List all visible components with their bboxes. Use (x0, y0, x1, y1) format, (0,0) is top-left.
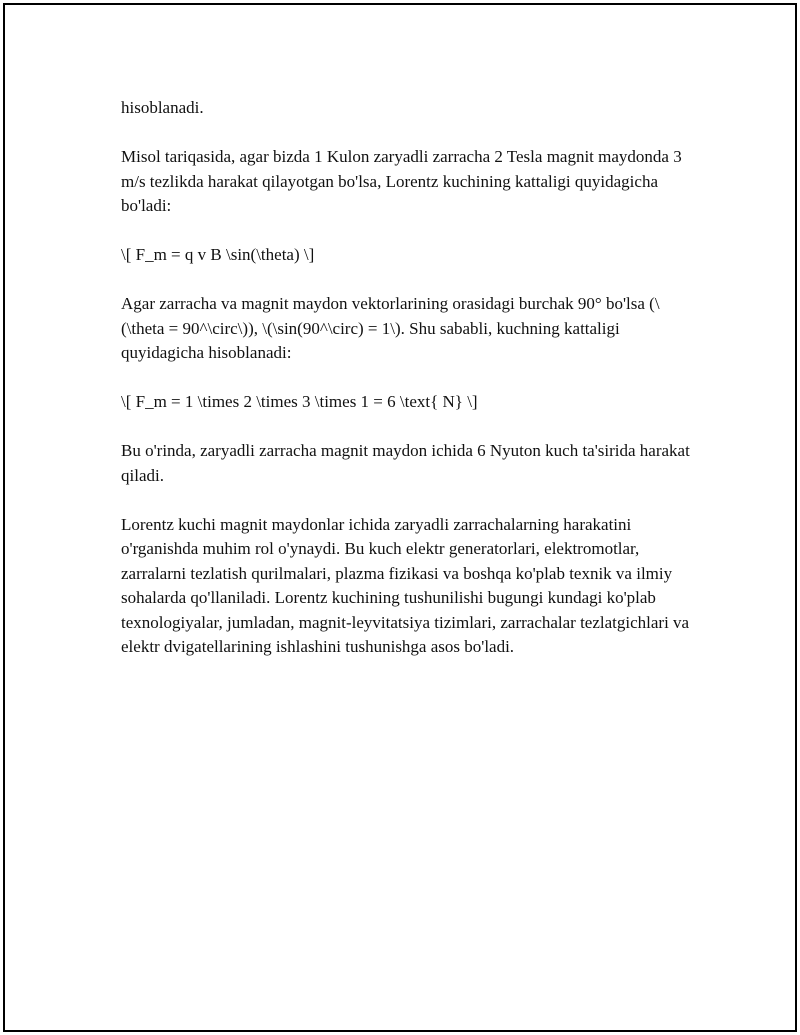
paragraph-applications: Lorentz kuchi magnit maydonlar ichida zaryadli zarrachalarning harakatini o'rganishda muhim rol o'ynaydi. Bu kuch elektr generatorlari, elektromotlar, zarralarni tezlatish qurilmalari, plazma fizikasi va boshqa ko'plab texnik va ilmiy sohalarda qo'llaniladi. Lorentz kuchining tushunilishi bugungi kundagi ko'plab texnologiyalar, jumladan, magnit-leyvitatsiya tizimlari, zarrachalar tezlatgichlari va elektr dvigatellarining ishlashini tushunishga asos bo'ladi. (121, 514, 690, 656)
paragraph-example-intro: Misol tariqasida, agar bizda 1 Kulon zaryadli zarracha 2 Tesla magnit maydonda 3 m/s tezlikda harakat qilayotgan bo'lsa, Lorentz kuchining kattaligi quyidagicha bo'ladi: (121, 147, 682, 215)
formula-lorentz-force: \[ F_m = q v B \sin(\theta) \] (121, 245, 315, 264)
paragraph-continuation: hisoblanadi. (121, 98, 204, 117)
paragraph-result: Bu o'rinda, zaryadli zarracha magnit maydon ichida 6 Nyuton kuch ta'sirida harakat qiladi. (121, 441, 690, 485)
paragraph-angle-condition: Agar zarracha va magnit maydon vektorlarining orasidagi burchak 90° bo'lsa (\(\theta = 90^\circ\)), \(\sin(90^\circ) = 1\). Shu sababli, kuchning kattaligi quyidagicha hisoblanadi: (121, 294, 660, 362)
formula-calculation: \[ F_m = 1 \times 2 \times 3 \times 1 = 6 \text{ N} \] (121, 392, 478, 411)
page-frame (3, 3, 797, 1032)
page-content (121, 96, 701, 684)
